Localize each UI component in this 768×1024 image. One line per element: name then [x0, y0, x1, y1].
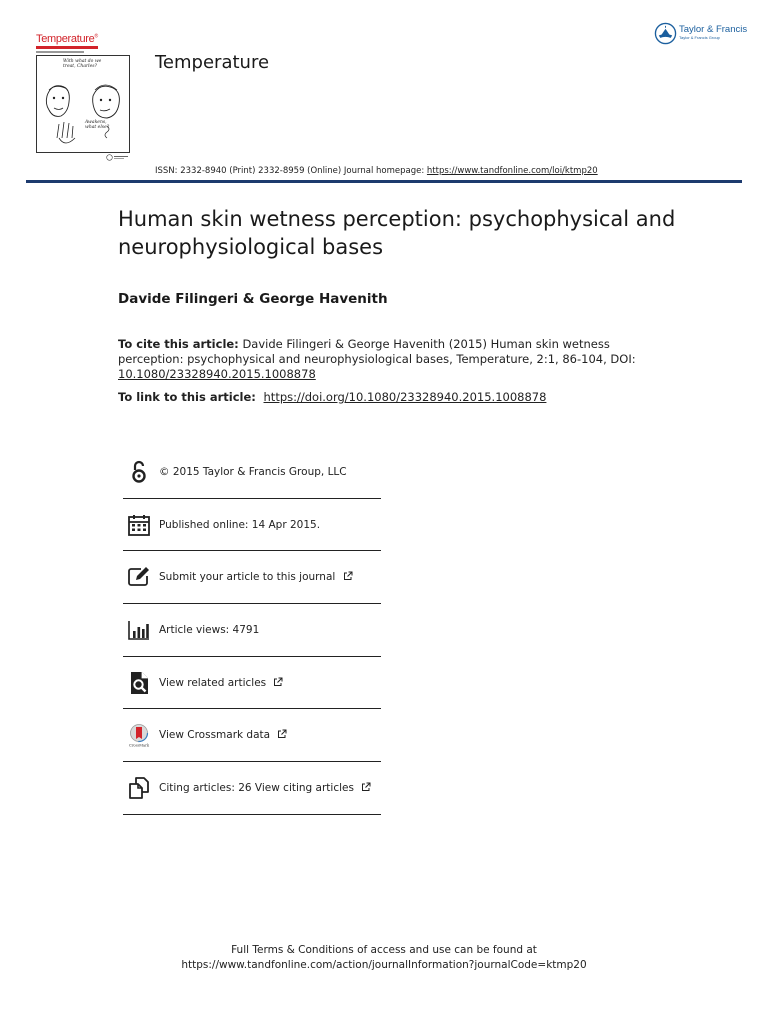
info-row-copyright	[123, 446, 381, 499]
info-row-published	[123, 499, 381, 552]
article-doi-link[interactable]: https://doi.org/10.1080/23328940.2015.1008878	[263, 390, 547, 404]
cover-illustration	[36, 55, 130, 153]
publisher-name: Taylor & Francis	[679, 24, 748, 35]
info-row-citing[interactable]	[123, 762, 381, 815]
related-articles-icon	[127, 671, 151, 695]
bar-chart-icon	[127, 618, 151, 642]
info-row-crossmark[interactable]	[123, 709, 381, 762]
article-views-text: Article views: 4791	[159, 623, 260, 636]
cite-label: To cite this article:	[118, 337, 239, 351]
terms-line-1: Full Terms & Conditions of access and use can be found at	[231, 944, 537, 956]
edit-icon	[127, 565, 151, 589]
article-authors: Davide Filingeri & George Havenith	[118, 291, 388, 307]
external-link-icon	[277, 729, 287, 739]
cite-block	[118, 337, 638, 382]
open-access-icon	[127, 460, 151, 484]
cover-red-band	[36, 46, 98, 49]
info-row-views	[123, 604, 381, 657]
issn-text: ISSN: 2332-8940 (Print) 2332-8959 (Online) Journal homepage:	[155, 166, 425, 176]
calendar-icon	[127, 513, 151, 537]
external-link-icon	[343, 571, 353, 581]
journal-homepage-link[interactable]: https://www.tandfonline.com/loi/ktmp20	[426, 166, 598, 176]
cite-doi-link[interactable]: 10.1080/23328940.2015.1008878	[118, 367, 316, 381]
crossmark-icon-label: CrossMark	[128, 743, 150, 748]
article-info-list	[123, 446, 381, 815]
info-row-submit[interactable]	[123, 551, 381, 604]
crossmark-icon	[127, 723, 151, 747]
copyright-text: © 2015 Taylor & Francis Group, LLC	[159, 465, 347, 478]
cover-speech-1: With what do we treat, Charles?	[63, 59, 102, 69]
external-link-icon	[361, 782, 371, 792]
cover-publisher-logo	[106, 154, 130, 161]
journal-cover-thumbnail[interactable]	[36, 33, 130, 161]
crossmark-link[interactable]: View Crossmark data	[159, 729, 287, 741]
article-title: Human skin wetness perception: psychophysical and neurophysiological bases	[118, 207, 676, 259]
info-row-related[interactable]	[123, 657, 381, 710]
journal-name[interactable]: Temperature	[155, 52, 270, 73]
cite-text: Davide Filingeri & George Havenith (2015) Human skin wetness perception: psychophysical and neurophysiological bases, Temperature, 2:1, 86-104, DOI:	[118, 337, 636, 366]
external-link-icon	[273, 677, 283, 687]
submit-article-link[interactable]: Submit your article to this journal	[159, 571, 353, 583]
citing-articles-icon	[127, 776, 151, 800]
issn-line	[155, 166, 598, 176]
cover-grey-band	[36, 51, 84, 53]
published-date-text: Published online: 14 Apr 2015.	[159, 518, 321, 531]
cover-title: Temperature®	[36, 33, 98, 45]
header-divider	[26, 180, 742, 183]
cover-speech-2: Awakens, what else?	[85, 120, 110, 130]
terms-line-2[interactable]: https://www.tandfonline.com/action/journalInformation?journalCode=ktmp20	[181, 959, 587, 971]
terms-footer	[0, 943, 768, 973]
taylor-francis-icon	[654, 22, 677, 45]
related-articles-link[interactable]: View related articles	[159, 677, 283, 689]
citing-articles-link[interactable]: Citing articles: 26 View citing articles	[159, 782, 371, 794]
publisher-sub: Taylor & Francis Group	[679, 35, 720, 40]
link-label: To link to this article:	[118, 390, 256, 404]
publisher-logo[interactable]	[654, 22, 754, 48]
link-block	[118, 390, 546, 404]
